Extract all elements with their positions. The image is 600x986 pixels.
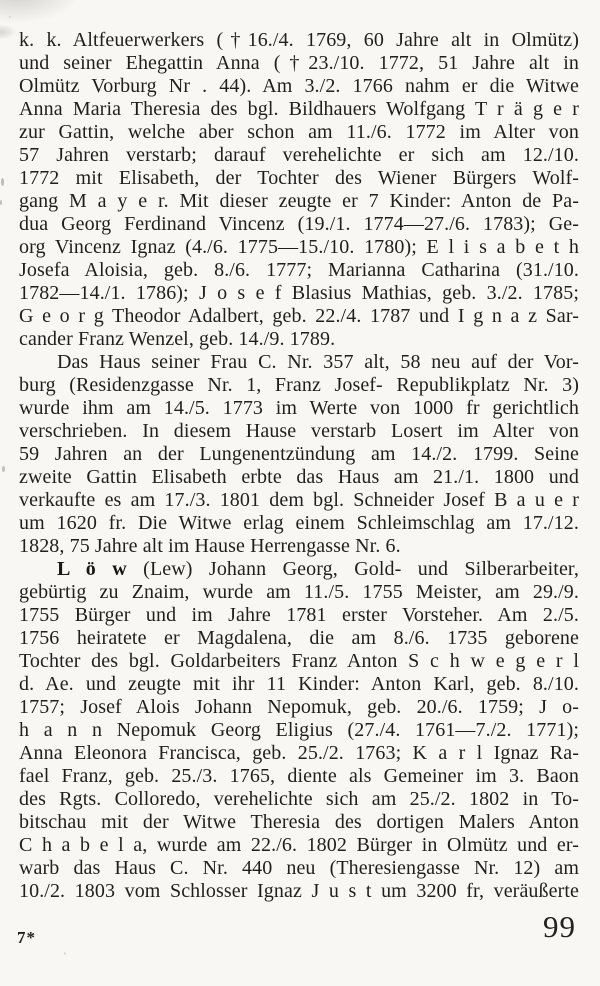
- text-line: verkaufte es am 17./3. 1801 dem bgl. Schneider Josef B a u e r: [19, 489, 579, 511]
- text-line: d. Ae. und zeugte mit ihr 11 Kinder: Anton Karl, geb. 8./10.: [19, 673, 579, 695]
- text-line: dua Georg Ferdinand Vincenz (19./1. 1774—27./6. 1783); Ge-: [19, 213, 579, 235]
- scan-speck: [1, 178, 4, 186]
- text-line: 1757; Josef Alois Johann Nepomuk, geb. 20./6. 1759; J o-: [19, 696, 579, 718]
- text-line: C h a b e l a, wurde am 22./6. 1802 Bürger in Olmütz und er-: [19, 834, 579, 856]
- text-line: wurde ihm am 14./5. 1773 im Werte von 1000 fr gerichtlich: [19, 397, 579, 419]
- text-line: 59 Jahren an der Lungenentzündung am 14./2. 1799. Seine: [19, 443, 579, 465]
- text-line: h a n n Nepomuk Georg Eligius (27./4. 1761—7./2. 1771);: [19, 719, 579, 741]
- text-line: 57 Jahren verstarb; darauf verehelichte er sich am 12./10.: [19, 144, 579, 166]
- text-line: Olmütz Vorburg Nr . 44). Am 3./2. 1766 nahm er die Witwe: [19, 75, 579, 97]
- text-line: um 1620 fr. Die Witwe erlag einem Schleimschlag am 17./12.: [19, 512, 579, 534]
- text-line: org Vincenz Ignaz (4./6. 1775—15./10. 1780); E l i s a b e t h: [19, 236, 579, 258]
- text-line: burg (Residenzgasse Nr. 1, Franz Josef- Republikplatz Nr. 3): [19, 374, 579, 396]
- text-line: des Rgts. Colloredo, verehelichte sich am 25./2. 1802 in To-: [19, 788, 579, 810]
- text-line: 1756 heiratete er Magdalena, die am 8./6. 1735 geborene: [19, 627, 579, 649]
- text-line: bitschau mit der Witwe Theresia des dortigen Malers Anton: [19, 811, 579, 833]
- scan-speck: [2, 466, 5, 472]
- text-line: 1828, 75 Jahre alt im Hause Herrengasse Nr. 6.: [19, 535, 401, 557]
- entry-headword: L ö w: [57, 558, 127, 580]
- text-line: cander Franz Wenzel, geb. 14./9. 1789.: [19, 328, 336, 350]
- text-line: gebürtig zu Znaim, wurde am 11./5. 1755 Meister, am 29./9.: [19, 581, 579, 603]
- text-line: zur Gattin, welche aber schon am 11./6. 1772 im Alter von: [19, 121, 579, 143]
- text-line: zweite Gattin Elisabeth erbte das Haus am 21./1. 1800 und: [19, 466, 579, 488]
- scan-speck: [548, 292, 550, 294]
- text-line: 1772 mit Elisabeth, der Tochter des Wiener Bürgers Wolf-: [19, 167, 579, 189]
- scan-speck: [64, 952, 66, 955]
- paragraph: [19, 29, 579, 351]
- signature-mark: 7*: [17, 928, 36, 947]
- text-line: L ö w (Lew) Johann Georg, Gold- und Silberarbeiter,: [57, 558, 579, 580]
- text-line: warb das Haus C. Nr. 440 neu (Theresiengasse Nr. 12) am: [19, 857, 579, 879]
- page-text-block: [19, 0, 579, 903]
- text-line: gang M a y e r. Mit dieser zeugte er 7 Kinder: Anton de Pa-: [19, 190, 579, 212]
- text-line: fael Franz, geb. 25./3. 1765, diente als Gemeiner im 3. Baon: [19, 765, 579, 787]
- text-line: Das Haus seiner Frau C. Nr. 357 alt, 58 neu auf der Vor-: [57, 351, 579, 373]
- paragraph: [19, 351, 579, 558]
- text-line: Tochter des bgl. Goldarbeiters Franz Anton S c h w e g e r l: [19, 650, 579, 672]
- page-footer: [19, 910, 579, 946]
- text-line: k. k. Altfeuerwerkers (†16./4. 1769, 60 Jahre alt in Olmütz): [19, 29, 579, 51]
- text-line: und seiner Ehegattin Anna (†23./10. 1772, 51 Jahre alt in: [19, 52, 579, 74]
- scan-speck: [430, 560, 432, 562]
- scan-speck: [0, 200, 2, 205]
- scan-speck: [9, 16, 11, 18]
- text-line: G e o r g Theodor Adalbert, geb. 22./4. 1787 und I g n a z Sar-: [19, 305, 579, 327]
- page-number: 99: [543, 909, 576, 944]
- text-line: Anna Eleonora Francisca, geb. 25./2. 1763; K a r l Ignaz Ra-: [19, 742, 579, 764]
- paragraph: [19, 558, 579, 903]
- text-line: verschrieben. In diesem Hause verstarb Losert im Alter von: [19, 420, 579, 442]
- text-line: 1782—14./1. 1786); J o s e f Blasius Mathias, geb. 3./2. 1785;: [19, 282, 579, 304]
- text-line: Josefa Aloisia, geb. 8./6. 1777; Marianna Catharina (31./10.: [19, 259, 579, 281]
- text-line: 10./2. 1803 vom Schlosser Ignaz J u s t um 3200 fr, veräußerte: [19, 880, 579, 902]
- text-line: Anna Maria Theresia des bgl. Bildhauers Wolfgang T r ä g e r: [19, 98, 579, 120]
- text-line: 1755 Bürger und im Jahre 1781 erster Vorsteher. Am 2./5.: [19, 604, 579, 626]
